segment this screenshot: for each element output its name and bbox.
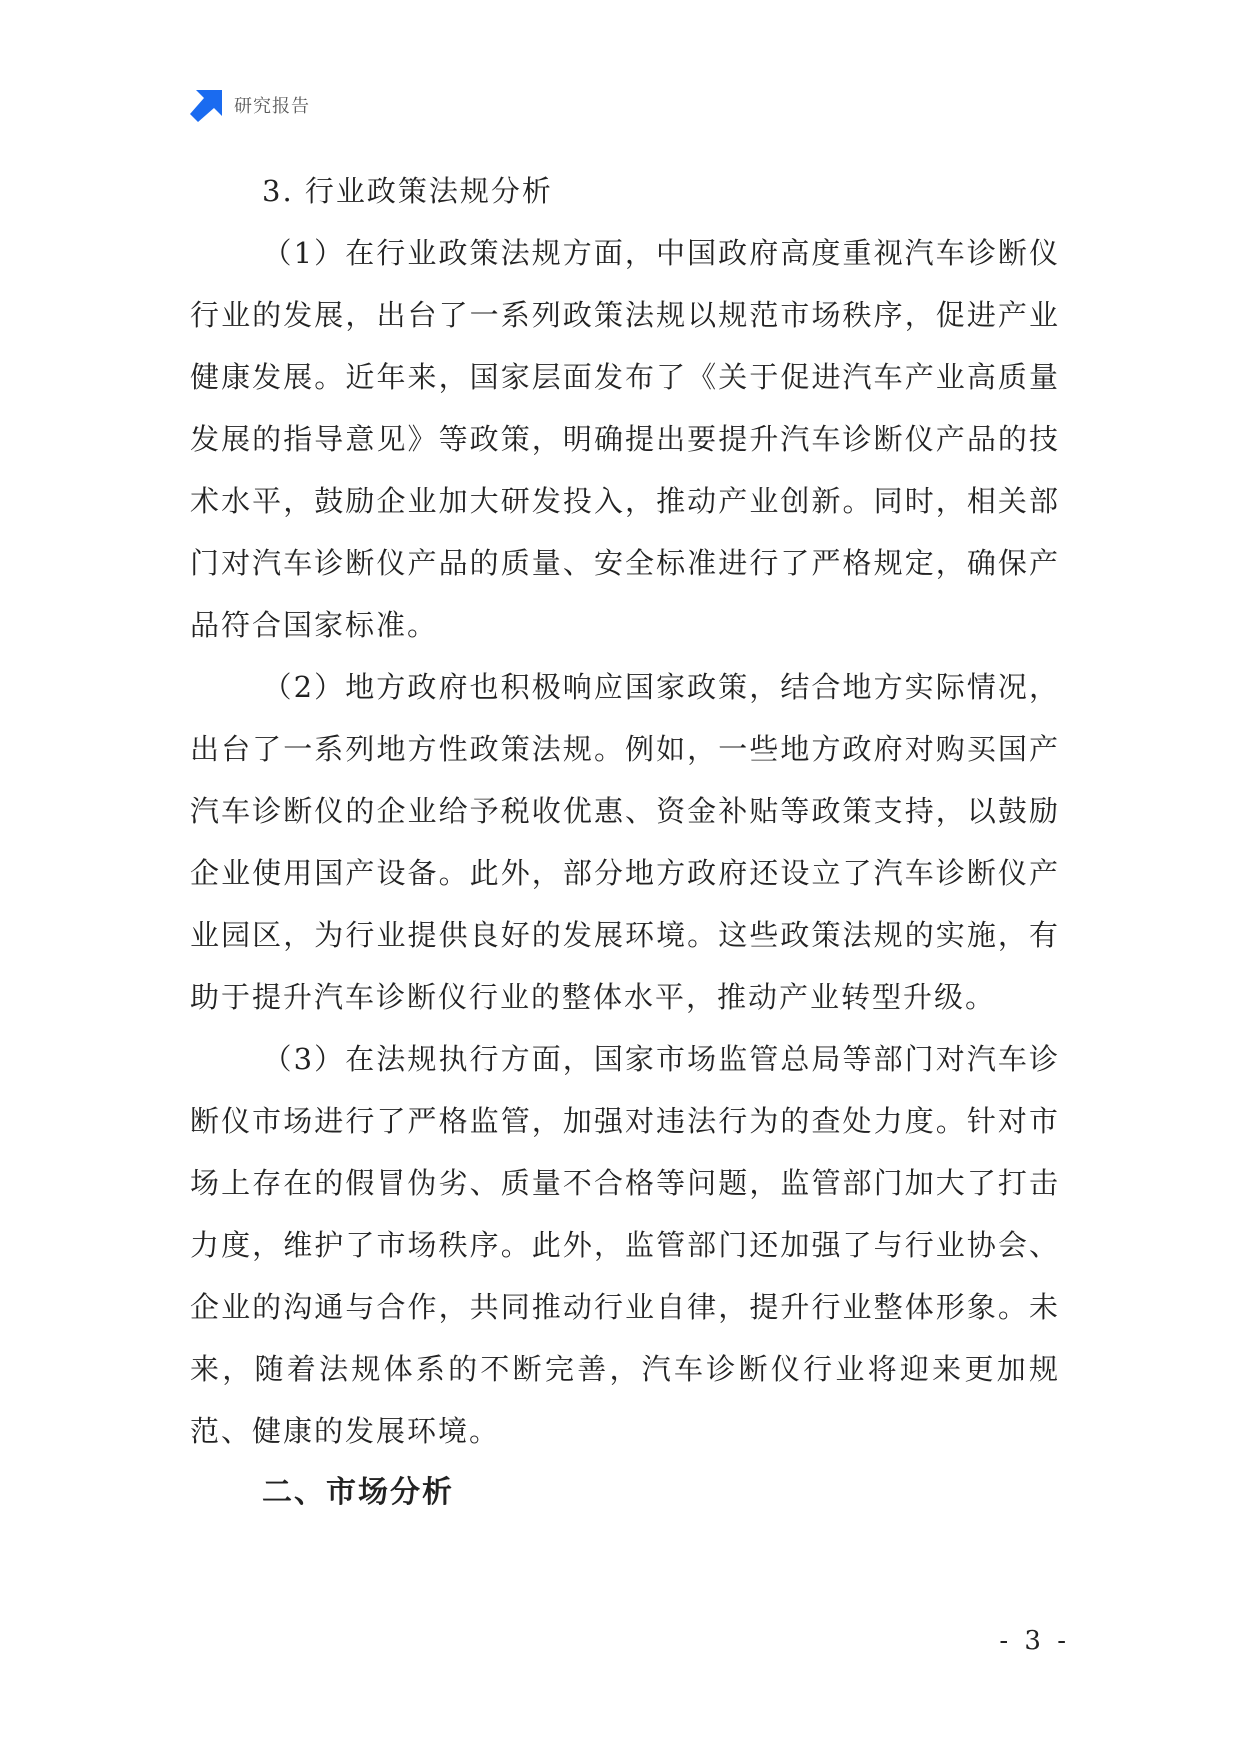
- report-content: [190, 160, 1060, 1524]
- header-title: 研究报告: [234, 96, 310, 117]
- paragraph-1: （1）在行业政策法规方面，中国政府高度重视汽车诊断仪行业的发展，出台了一系列政策法规以规范市场秩序，促进产业健康发展。近年来，国家层面发布了《关于促进汽车产业高质量发展的指导意见》等政策，明确提出要提升汽车诊断仪产品的技术水平，鼓励企业加大研发投入，推动产业创新。同时，相关部门对汽车诊断仪产品的质量、安全标准进行了严格规定，确保产品符合国家标准。: [190, 236, 1060, 642]
- section-title: 3. 行业政策法规分析: [262, 174, 553, 208]
- part-heading: 二、市场分析: [262, 1475, 454, 1510]
- arrow-up-right-icon: [190, 88, 224, 122]
- paragraph-3: （3）在法规执行方面，国家市场监管总局等部门对汽车诊断仪市场进行了严格监管，加强对违法行为的查处力度。针对市场上存在的假冒伪劣、质量不合格等问题，监管部门加大了打击力度，维护了市场秩序。此外，监管部门还加强了与行业协会、企业的沟通与合作，共同推动行业自律，提升行业整体形象。未来，随着法规体系的不断完善，汽车诊断仪行业将迎来更加规范、健康的发展环境。: [190, 1042, 1060, 1448]
- page-header: [190, 88, 310, 122]
- paragraph-2: （2）地方政府也积极响应国家政策，结合地方实际情况，出台了一系列地方性政策法规。例如，一些地方政府对购买国产汽车诊断仪的企业给予税收优惠、资金补贴等政策支持，以鼓励企业使用国产设备。此外，部分地方政府还设立了汽车诊断仪产业园区，为行业提供良好的发展环境。这些政策法规的实施，有助于提升汽车诊断仪行业的整体水平，推动产业转型升级。: [190, 670, 1060, 1014]
- page-number: - 3 -: [999, 1626, 1070, 1656]
